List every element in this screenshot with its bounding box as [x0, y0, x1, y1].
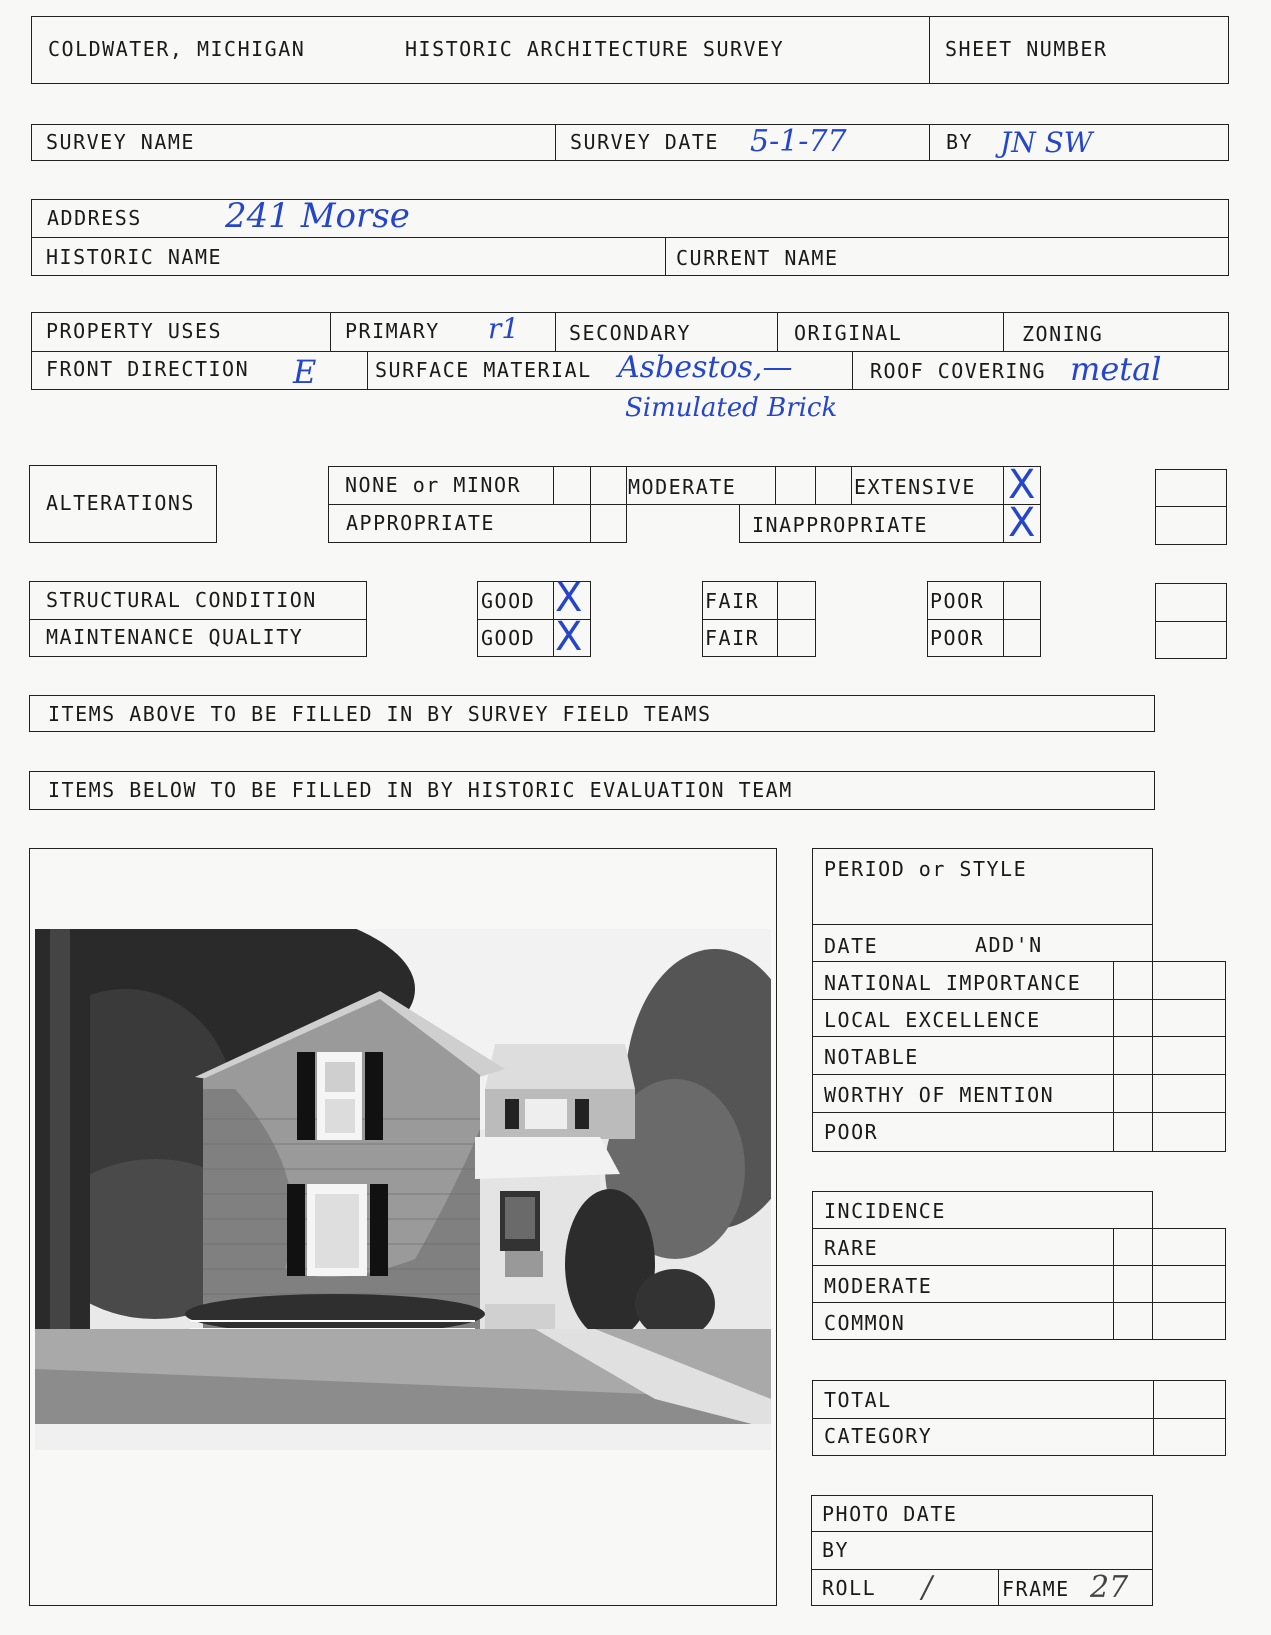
address-divider-v	[665, 237, 666, 276]
header-divider	[929, 16, 930, 84]
alt-div-9	[739, 505, 740, 543]
cond-side-divider	[1155, 621, 1227, 622]
address-label: ADDRESS	[47, 206, 142, 230]
fair-divider-v	[777, 581, 778, 657]
sheet-number-label: SHEET NUMBER	[945, 37, 1108, 61]
incidence-moderate: MODERATE	[824, 1274, 933, 1298]
eval-h3	[812, 1036, 1226, 1037]
survey-date-label: SURVEY DATE	[570, 130, 719, 154]
alt-inappropriate: INAPPROPRIATE	[752, 513, 929, 537]
incidence-label: INCIDENCE	[824, 1199, 946, 1223]
evaluation-score-column	[1113, 961, 1226, 1152]
alt-div-5	[815, 466, 816, 505]
total-v	[1153, 1380, 1154, 1456]
poor-divider-h	[927, 619, 1041, 620]
primary-label: PRIMARY	[345, 319, 440, 343]
evaluation-box	[812, 924, 1153, 1152]
alt-appropriate: APPROPRIATE	[346, 511, 495, 535]
eval-poor-label: POOR	[824, 1120, 879, 1144]
alt-bottom-left	[328, 542, 626, 543]
alt-div-8	[1040, 466, 1041, 543]
address-value: 241 Morse	[225, 196, 410, 236]
primary-value: r1	[488, 312, 520, 345]
incidence-common: COMMON	[824, 1311, 906, 1335]
property-divider-5	[367, 351, 368, 390]
notable-label: NOTABLE	[824, 1045, 919, 1069]
alt-left-edge	[328, 466, 329, 543]
surface-material-value-2: Simulated Brick	[625, 393, 838, 423]
survey-divider-2	[929, 124, 930, 161]
roof-covering-label: ROOF COVERING	[870, 359, 1047, 383]
structural-condition-label: STRUCTURAL CONDITION	[46, 588, 317, 612]
inc-h3	[812, 1302, 1226, 1303]
eval-date-label: DATE	[824, 934, 879, 958]
alt-div-1	[553, 466, 554, 505]
photo-info-h1	[811, 1531, 1153, 1532]
alt-bottom-right	[739, 542, 1040, 543]
inc-h2	[812, 1265, 1226, 1266]
alt-none-minor: NONE or MINOR	[345, 473, 522, 497]
eval-h5	[812, 1112, 1226, 1113]
maintenance-good: GOOD	[481, 626, 536, 650]
alt-extensive-check: X	[1008, 462, 1036, 508]
fair-divider-h	[702, 619, 816, 620]
frame-label: FRAME	[1002, 1577, 1070, 1601]
alt-div-6	[851, 466, 852, 505]
survey-date-value: 5-1-77	[750, 124, 847, 159]
historic-name-label: HISTORIC NAME	[46, 245, 223, 269]
survey-by-value: JN SW	[1000, 126, 1093, 159]
property-divider-2	[555, 312, 556, 351]
poor-divider-v	[1003, 581, 1004, 657]
survey-title: HISTORIC ARCHITECTURE SURVEY	[405, 37, 785, 61]
alt-div-3	[626, 466, 627, 543]
maintenance-good-check: X	[555, 614, 583, 660]
city-label: COLDWATER, MICHIGAN	[48, 37, 306, 61]
structural-good: GOOD	[481, 589, 536, 613]
front-direction-value: E	[293, 353, 317, 391]
surface-material-label: SURFACE MATERIAL	[375, 358, 592, 382]
alt-moderate: MODERATE	[628, 475, 737, 499]
original-label: ORIGINAL	[794, 321, 903, 345]
photo-date-label: PHOTO DATE	[822, 1502, 958, 1526]
maintenance-fair: FAIR	[705, 626, 760, 650]
alt-div-7	[1003, 466, 1004, 543]
house-photo	[35, 929, 771, 1450]
incidence-rare: RARE	[824, 1236, 879, 1260]
property-divider-6	[852, 351, 853, 390]
survey-name-label: SURVEY NAME	[46, 130, 195, 154]
alterations-label: ALTERATIONS	[46, 491, 195, 515]
zoning-label: ZONING	[1022, 322, 1104, 346]
secondary-label: SECONDARY	[569, 321, 691, 345]
address-divider-h	[31, 237, 1229, 238]
roll-label: ROLL	[822, 1576, 877, 1600]
roll-value: /	[922, 1570, 933, 1605]
category-label: CATEGORY	[824, 1424, 933, 1448]
front-direction-label: FRONT DIRECTION	[46, 357, 250, 381]
period-style-label: PERIOD or STYLE	[824, 857, 1028, 881]
good-divider-v	[553, 581, 554, 657]
local-excellence-label: LOCAL EXCELLENCE	[824, 1008, 1041, 1032]
alt-div-4	[775, 466, 776, 505]
structural-good-check: X	[555, 575, 583, 621]
maintenance-poor: POOR	[930, 626, 985, 650]
worthy-of-mention-label: WORTHY OF MENTION	[824, 1083, 1055, 1107]
alt-extensive: EXTENSIVE	[854, 475, 976, 499]
property-divider-4	[1003, 312, 1004, 351]
eval-h2	[812, 999, 1226, 1000]
total-label: TOTAL	[824, 1388, 892, 1412]
eval-h1	[812, 961, 1226, 962]
alt-div-2	[590, 466, 591, 543]
survey-by-label: BY	[946, 130, 974, 154]
alt-side-divider	[1155, 506, 1227, 507]
eval-col-divider	[1113, 961, 1114, 1152]
current-name-label: CURRENT NAME	[676, 246, 839, 270]
total-h	[812, 1418, 1226, 1419]
alt-inappropriate-check: X	[1008, 500, 1036, 546]
cond-label-divider	[29, 619, 367, 620]
incidence-score-column	[1113, 1228, 1226, 1340]
maintenance-quality-label: MAINTENANCE QUALITY	[46, 625, 304, 649]
frame-value: 27	[1090, 1570, 1129, 1605]
photo-by-label: BY	[822, 1538, 850, 1562]
photo-info-v	[998, 1569, 999, 1606]
national-importance-label: NATIONAL IMPORTANCE	[824, 971, 1082, 995]
structural-fair: FAIR	[705, 589, 760, 613]
inc-h1	[812, 1228, 1226, 1229]
inc-col-divider	[1113, 1228, 1114, 1340]
alterations-side-box	[1155, 469, 1227, 545]
property-divider-1	[330, 312, 331, 351]
eval-addn-label: ADD'N	[975, 933, 1043, 957]
roof-covering-value: metal	[1070, 350, 1162, 388]
surface-material-value-1: Asbestos,—	[618, 350, 793, 385]
eval-h4	[812, 1074, 1226, 1075]
property-divider-3	[777, 312, 778, 351]
survey-divider-1	[555, 124, 556, 161]
field-teams-note: ITEMS ABOVE TO BE FILLED IN BY SURVEY FIELD TEAMS	[48, 702, 712, 726]
evaluation-team-note: ITEMS BELOW TO BE FILLED IN BY HISTORIC EVALUATION TEAM	[48, 778, 793, 802]
property-uses-label: PROPERTY USES	[46, 319, 223, 343]
structural-poor: POOR	[930, 589, 985, 613]
